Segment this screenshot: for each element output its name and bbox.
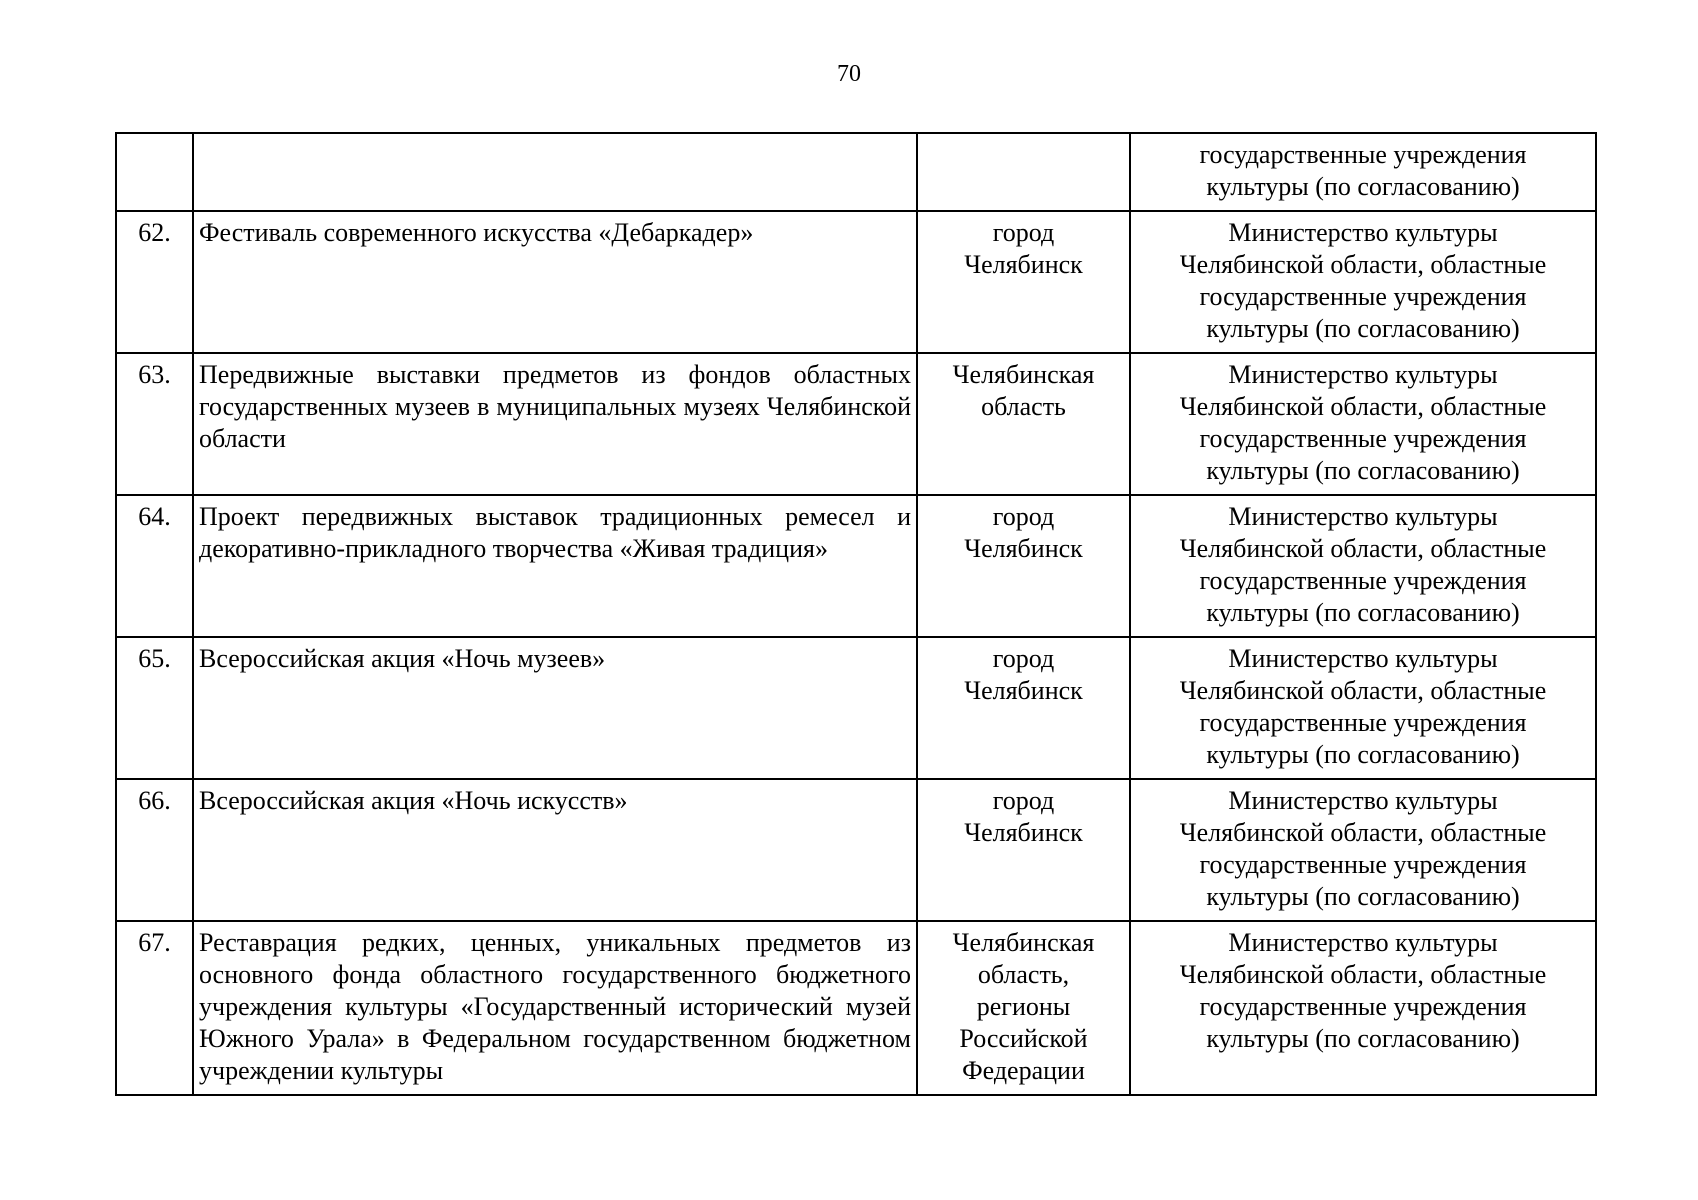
responsible-line: государственные учреждения xyxy=(1199,140,1527,169)
event-title: Всероссийская акция «Ночь музеев» xyxy=(193,637,917,779)
responsible-line: Челябинской области, областные xyxy=(1179,960,1547,989)
responsible-line: Челябинской области, областные xyxy=(1179,250,1547,279)
event-place-cell xyxy=(917,133,1130,211)
table-row xyxy=(116,779,1596,921)
responsible-line: культуры (по согласованию) xyxy=(1206,740,1520,769)
place-line: Челябинская xyxy=(952,928,1095,957)
place-line: регионы xyxy=(976,992,1071,1021)
responsible-line: Министерство культуры xyxy=(1228,928,1498,957)
event-title-cell xyxy=(193,133,917,211)
event-place xyxy=(917,921,1130,1095)
table-row xyxy=(116,495,1596,637)
row-number: 65. xyxy=(116,637,193,779)
responsible-cell xyxy=(1130,133,1596,211)
responsible-line: Челябинской области, областные xyxy=(1179,534,1547,563)
place-line: Челябинск xyxy=(964,534,1083,563)
row-number: 64. xyxy=(116,495,193,637)
place-line: Челябинск xyxy=(964,818,1083,847)
responsible xyxy=(1130,779,1596,921)
responsible-line: Челябинской области, областные xyxy=(1179,392,1547,421)
row-number: 63. xyxy=(116,353,193,495)
place-line: город xyxy=(992,502,1055,531)
responsible-line: культуры (по согласованию) xyxy=(1206,1024,1520,1053)
event-title: Всероссийская акция «Ночь искусств» xyxy=(193,779,917,921)
events-table xyxy=(115,132,1597,1096)
responsible-line: культуры (по согласованию) xyxy=(1206,598,1520,627)
place-line: Челябинск xyxy=(964,250,1083,279)
responsible-line: государственные учреждения xyxy=(1199,424,1527,453)
page-number: 70 xyxy=(837,61,861,87)
responsible-line: культуры (по согласованию) xyxy=(1206,172,1520,201)
responsible-line: Министерство культуры xyxy=(1228,644,1498,673)
responsible-line: Министерство культуры xyxy=(1228,218,1498,247)
event-place xyxy=(917,353,1130,495)
place-line: Российской xyxy=(959,1024,1088,1053)
table-row-continuation xyxy=(116,133,1596,211)
responsible-line: государственные учреждения xyxy=(1199,282,1527,311)
event-title: Реставрация редких, ценных, уникальных предметов из основного фонда областного государственного бюджетного учреждения культуры «Государственный исторический музей Южного Урала» в Федеральном государственном бюджетном учреждении культуры xyxy=(193,921,917,1095)
responsible xyxy=(1130,211,1596,353)
place-line: город xyxy=(992,786,1055,815)
responsible-line: Министерство культуры xyxy=(1228,786,1498,815)
place-line: Челябинская xyxy=(952,360,1095,389)
responsible xyxy=(1130,637,1596,779)
place-line: Челябинск xyxy=(964,676,1083,705)
event-title: Проект передвижных выставок традиционных ремесел и декоративно-прикладного творчества «Живая традиция» xyxy=(193,495,917,637)
responsible-line: государственные учреждения xyxy=(1199,992,1527,1021)
responsible-line: Челябинской области, областные xyxy=(1179,818,1547,847)
responsible xyxy=(1130,921,1596,1095)
row-number: 66. xyxy=(116,779,193,921)
responsible-line: Министерство культуры xyxy=(1228,502,1498,531)
table-row xyxy=(116,211,1596,353)
event-place xyxy=(917,779,1130,921)
row-number: 62. xyxy=(116,211,193,353)
row-number: 67. xyxy=(116,921,193,1095)
responsible-line: государственные учреждения xyxy=(1199,566,1527,595)
place-line: город xyxy=(992,218,1055,247)
responsible-line: Челябинской области, областные xyxy=(1179,676,1547,705)
responsible-line: культуры (по согласованию) xyxy=(1206,882,1520,911)
event-place xyxy=(917,211,1130,353)
place-line: город xyxy=(992,644,1055,673)
responsible-line: культуры (по согласованию) xyxy=(1206,314,1520,343)
event-title: Фестиваль современного искусства «Дебаркадер» xyxy=(193,211,917,353)
place-line: область, xyxy=(977,960,1070,989)
place-line: Федерации xyxy=(962,1056,1085,1085)
responsible-line: Министерство культуры xyxy=(1228,360,1498,389)
event-title: Передвижные выставки предметов из фондов областных государственных музеев в муниципальных музеях Челябинской области xyxy=(193,353,917,495)
table-row xyxy=(116,637,1596,779)
row-number-cell xyxy=(116,133,193,211)
responsible-line: культуры (по согласованию) xyxy=(1206,456,1520,485)
place-line: область xyxy=(981,392,1066,421)
event-place xyxy=(917,495,1130,637)
table-row xyxy=(116,921,1596,1095)
responsible-line: государственные учреждения xyxy=(1199,708,1527,737)
responsible-line: государственные учреждения xyxy=(1199,850,1527,879)
responsible xyxy=(1130,495,1596,637)
responsible xyxy=(1130,353,1596,495)
event-place xyxy=(917,637,1130,779)
table-row xyxy=(116,353,1596,495)
